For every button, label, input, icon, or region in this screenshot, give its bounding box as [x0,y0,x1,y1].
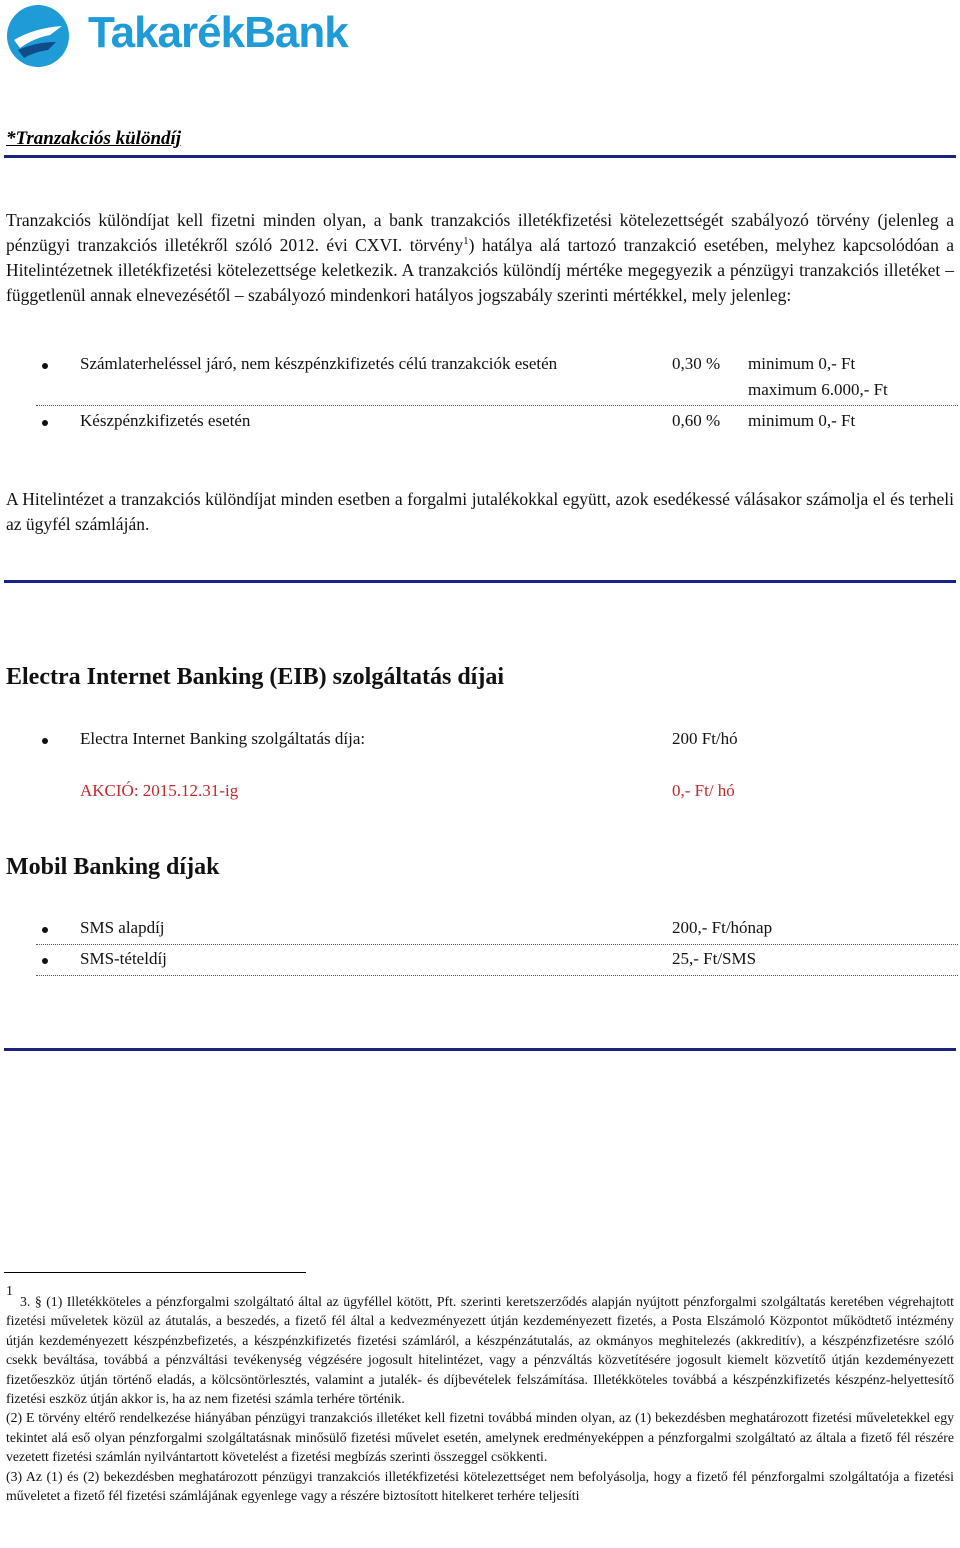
section-divider [4,1048,956,1051]
list-item-sms-item [6,949,956,975]
sms-item-label: SMS-tételdíj [80,949,167,968]
fee-item-rate: 0,30 % [672,354,721,373]
bullet-icon [42,420,48,426]
fee-item-min: minimum 0,- Ft [748,411,856,430]
fee-item-rate: 0,60 % [672,411,721,430]
heading-mobile-banking: Mobil Banking díjak [6,854,220,880]
sms-item-label: SMS alapdíj [80,918,165,937]
sms-item-value: 200,- Ft/hónap [672,918,773,937]
list-item-fee-debit [6,354,956,400]
paragraph-text-a: Tranzakciós különdíjat kell fizetni minden olyan, a bank tranzakciós illetékfizetési kötelezettségét szabályozó törvény (jelenleg a pénzügyi tranzakciós illetékről szóló 2012. évi CXVI. törvény [6,210,954,255]
footnote [6,1292,954,1505]
sms-item-value: 25,- Ft/SMS [672,949,757,968]
bullet-icon [42,927,48,933]
paragraph-settlement: A Hitelintézet a tranzakciós különdíjat minden esetben a forgalmi jutalékokkal együtt, azok esedékessé válásakor számolja el és terheli az ügyfél számláján. [6,489,954,534]
bullet-icon [42,363,48,369]
fee-item-label: Számlaterheléssel járó, nem készpénzkifizetés célú tranzakciók esetén [80,354,558,373]
fee-item-min: minimum 0,- Ft [748,354,856,373]
footnote-paragraph: (3) Az (1) és (2) bekezdésben meghatározott pénzügyi tranzakciós illetékfizetési kötelezettséget nem befolyásolja, hogy a fizető fél pénzforgalmi szolgáltatója a fizetési műveletet a fizető fél fizetési számlájának egyenlege vagy a részére biztosított hitelkeret terhére teljesíti [6,1468,954,1504]
footnote-ref: 1 [463,235,469,248]
paragraph-text-b: ) hatálya alá tartozó tranzakció esetében, melyhez kapcsolódóan a Hitelintézetnek illetékfizetési kötelezettsége keletkezik. A tranzakciós különdíj mértéke megegyezik a pénzügyi tranzakciós illetéket – függetlenül annak elnevezésétől – szabályozó mindenkori hatályos jogszabály szerinti mértékkel, mely jelenleg: [6,235,954,305]
row-divider [36,975,958,976]
row-divider [36,944,958,945]
footnote-separator [4,1272,306,1273]
section-divider [4,580,956,583]
row-divider [36,405,958,406]
fee-item-max: maximum 6.000,- Ft [748,380,888,399]
footnote-mark: 1 [6,1284,13,1299]
list-item-eib-promo [6,781,956,807]
logo-icon [4,2,74,72]
bullet-icon [42,958,48,964]
eib-fee-label: Electra Internet Banking szolgáltatás díja: [80,729,366,748]
heading-divider [4,155,956,158]
logo-wordmark: TakarékBank [88,8,348,57]
fee-item-label: Készpénzkifizetés esetén [80,411,251,430]
eib-fee-value: 200 Ft/hó [672,729,738,748]
eib-promo-value: 0,- Ft/ hó [672,781,735,800]
list-item-eib-fee [6,729,956,755]
footnote-paragraph: 3. § (1) Illetékköteles a pénzforgalmi szolgáltató által az ügyféllel kötött, Pft. szerinti keretszerződés alapján nyújtott pénzforgalmi szolgáltatás keretében végrehajtott fizetési műveletek közül az átutalás, a beszedés, a fizető fél által a kedvezményezett útján kezdeményezett fizetés, a Posta Elszámoló Központot működtető intézmény útján kezdeményezett készpénzbefizetés, a készpénzkifizetés fizetési számláról, a készpénzátutalás, az okmányos meghitelezés (akkreditív), a készpénzfizetésre szóló csekk beváltása, továbbá a pénzváltási tevékenység végzésére jogosult hitelintézet, vagy a pénzváltás közvetítésére jogosult kiemelt közvetítő útján kezdeményezett fizetőeszköz útján történő eladás, a kölcsöntörlesztés, valamint a jutalék- és díjbevételek felszámítása. Illetékköteles továbbá a készpénzkifizetés készpénz-helyettesítő fizetési eszköz útján akkor is, ha az nem fizetési számla terhére történik. [6,1294,954,1407]
paragraph-transaction-fee [6,208,954,308]
list-item-sms-base [6,918,956,944]
bullet-icon [42,738,48,744]
list-item-fee-cash [6,411,956,437]
footnote-paragraph: (2) E törvény eltérő rendelkezése hiányában pénzügyi tranzakciós illetéket kell fizetni továbbá minden olyan, az (1) bekezdésben meghatározott fizetési műveletekkel egy tekintet alá eső olyan pénzforgalmi szolgáltatásnak minősülő fizetési művelet esetén, amelynek eredményeképpen a pénzforgalmi szolgáltató az általa a fizető fél részére vezetett fizetési számlán nyilvántartott követelést a fizetési megbízás szerinti összeggel csökkenti. [6,1410,954,1465]
heading-eib: Electra Internet Banking (EIB) szolgáltatás díjai [6,664,504,690]
takarekbank-logo [4,2,384,72]
section-heading-transaction-fee: *Tranzakciós különdíj [6,128,182,149]
eib-promo-label: AKCIÓ: 2015.12.31-ig [80,781,239,800]
